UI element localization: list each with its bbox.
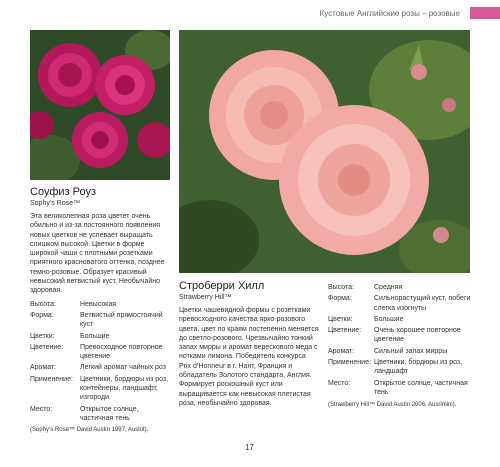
- spec-label: Применение:: [30, 375, 73, 383]
- sophys-rose-photo: [30, 30, 170, 180]
- spec-label: Применение:: [328, 359, 371, 367]
- spec-label: Высота:: [30, 300, 56, 308]
- spec-label: Высота:: [328, 284, 354, 291]
- spec-value: Большие: [80, 332, 110, 340]
- spec-row: [30, 375, 172, 403]
- spec-value: Легкий аромат чайных роз: [80, 364, 166, 372]
- rose-description: Цветки чашевидной формы с розетками превосходного качества ярко-розового цвета, цвет по краям постепенно меняется до светло-розового. Чрезвычайно тонкий запах мирры и аромат верескового меда с нотками лимона. Победитель конкурса Prix d’Honneur в г. Нант, Франция и обладатель Золотого стандарта, Англия. Формирует роскошный куст или выращивается как невысокая плетистая роза, необычайно здоровая.: [179, 307, 319, 407]
- rose-description: Эта великолепная роза цветет очень обильно и из-за постоянного появления новых цветков не успевает выращать слишком высокой. Цветки в форме широкой чаши с плотными розетками приятного красноватого оттенка, позднее темно-розовые. Образует красивый невысокий ветвистый куст. Необычайно здоровая.: [30, 213, 165, 295]
- spec-value: Цветники, бордюры из роз, контейнеры, ландшафт, изгороди: [80, 375, 169, 402]
- spec-value: Большие: [374, 315, 404, 323]
- spec-value: Цветники, бордюры из роз, ландшафт: [374, 359, 463, 376]
- spec-value: Ветвистый прямостоячий куст: [80, 311, 163, 329]
- spec-label: Форма:: [30, 311, 54, 319]
- spec-row: [328, 326, 478, 345]
- section-color-tab: [470, 7, 500, 19]
- spec-value: Невысокая: [80, 300, 117, 308]
- spec-label: Место:: [30, 405, 53, 413]
- spec-value: Очень хорошее повторное цветение: [374, 327, 461, 344]
- spec-value: Сильный запах мирры: [374, 347, 448, 355]
- spec-label: Цветение:: [30, 343, 64, 351]
- spec-row: [30, 363, 172, 372]
- spec-row: [328, 294, 478, 313]
- rose-credit: (Strawberry Hill™ David Austin 2006, Ausrimini).: [328, 402, 457, 409]
- spec-label: Цветение:: [328, 327, 362, 335]
- spec-value: Открытое солнце, частичная тень: [80, 405, 139, 422]
- strawberry-hill-photo: [179, 30, 470, 273]
- spec-label: Место:: [328, 379, 351, 387]
- spec-value: Открытое солнце, частичная тень: [374, 379, 468, 396]
- rose-specs: [30, 300, 172, 424]
- spec-label: Аромат:: [30, 364, 57, 372]
- rose-credit: (Sophy’s Rose™ David Austin 1997, Auslot).: [30, 427, 149, 434]
- spec-row: [328, 347, 478, 356]
- spec-row: [328, 379, 478, 398]
- rose-subtitle: Strawberry Hill™: [179, 294, 232, 301]
- spec-value: Сильнорастущий куст, побеги слегка изогнуты: [374, 295, 471, 312]
- rose-subtitle: Sophy’s Rose™: [30, 200, 81, 207]
- spec-value: Превосходное повторное цветение: [80, 343, 163, 361]
- rose-title: Строберри Хилл: [179, 280, 265, 292]
- spec-row: [328, 283, 478, 292]
- spec-label: Цветки:: [328, 315, 353, 323]
- spec-row: [328, 315, 478, 324]
- section-header: Кустовые Английские розы – розовые: [319, 9, 460, 18]
- spec-label: Форма:: [328, 295, 352, 303]
- page-number: 17: [245, 443, 254, 452]
- spec-row: [30, 405, 172, 424]
- spec-row: [328, 358, 478, 377]
- spec-label: Цветки:: [30, 332, 55, 340]
- spec-label: Аромат:: [328, 347, 355, 355]
- rose-title: Соуфиз Роуз: [30, 186, 96, 198]
- spec-row: [30, 343, 172, 362]
- spec-row: [30, 311, 172, 330]
- spec-row: [30, 332, 172, 341]
- spec-value: Средняя: [374, 284, 403, 291]
- spec-row: [30, 300, 172, 309]
